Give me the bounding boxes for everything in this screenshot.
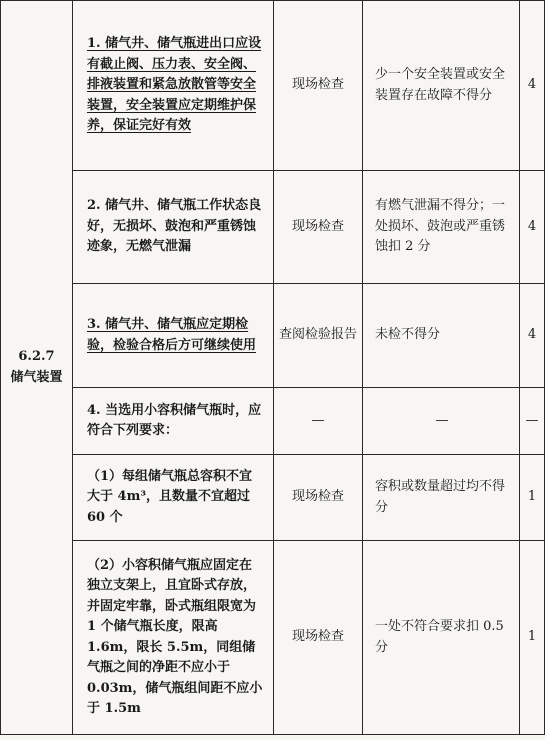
criteria-cell: [363, 388, 520, 455]
method-cell: [274, 455, 363, 541]
table-row: [1, 455, 545, 541]
criteria-cell: [363, 1, 520, 171]
score-value: 4: [527, 218, 537, 234]
section-number: 6.2.7: [18, 349, 55, 364]
scoring-criteria: 容积或数量超过均不得分: [375, 479, 506, 515]
inspection-method: 现场检查: [291, 77, 344, 93]
inspection-method: 现场检查: [291, 489, 344, 505]
requirement-text: 2. 储气井、储气瓶工作状态良好，无损坏、鼓泡和严重锈蚀迹象，无燃气泄漏: [87, 198, 262, 255]
criteria-cell: [363, 455, 520, 541]
criteria-cell: [363, 171, 520, 284]
section-name: 储气装置: [10, 369, 63, 385]
method-cell: [274, 541, 363, 735]
inspection-method: 查阅检验报告: [278, 327, 357, 343]
score-cell: [520, 455, 545, 541]
score-value: 4: [527, 77, 537, 93]
requirement-cell: [73, 1, 274, 171]
scoring-criteria: 一处不符合要求扣 0.5 分: [375, 619, 504, 655]
method-cell: [274, 1, 363, 171]
method-cell: [274, 171, 363, 284]
method-cell: [274, 388, 363, 455]
requirement-text: 4. 当选用小容积储气瓶时，应符合下列要求：: [87, 402, 262, 438]
score-value: 1: [527, 489, 537, 505]
requirement-text: 3. 储气井、储气瓶应定期检验，检验合格后方可继续使用: [87, 317, 257, 353]
inspection-method: 现场检查: [291, 629, 344, 645]
method-cell: [274, 284, 363, 388]
requirement-cell: [73, 284, 274, 388]
inspection-method: 现场检查: [291, 218, 344, 234]
table-row: [1, 388, 545, 455]
score-value: —: [525, 412, 539, 428]
criteria-cell: [363, 541, 520, 735]
scoring-criteria: 有燃气泄漏不得分；一处损坏、鼓泡或严重锈蚀扣 2 分: [375, 198, 506, 255]
score-cell: [520, 171, 545, 284]
table-row: [1, 284, 545, 388]
requirement-cell: [73, 171, 274, 284]
score-cell: [520, 1, 545, 171]
score-cell: [520, 541, 545, 735]
score-cell: [520, 284, 545, 388]
table-row: [1, 1, 545, 171]
section-cell: [1, 1, 73, 735]
inspection-method: —: [311, 412, 325, 428]
score-cell: [520, 388, 545, 455]
scoring-criteria: —: [435, 412, 449, 428]
requirement-text: （1）每组储气瓶总容积不宜大于 4m³，且数量不宜超过 60 个: [87, 468, 253, 525]
scoring-criteria: 未检不得分: [375, 327, 441, 343]
score-value: 1: [527, 629, 537, 645]
requirement-cell: [73, 388, 274, 455]
requirement-text: 1. 储气井、储气瓶进出口应设有截止阀、压力表、安全阀、排液装置和紧急放散管等安全装置，安全装置应定期维护保养，保证完好有效: [87, 36, 262, 134]
requirement-cell: [73, 455, 274, 541]
criteria-cell: [363, 284, 520, 388]
score-value: 4: [527, 327, 537, 343]
table-row: [1, 171, 545, 284]
requirement-text: （2）小容积储气瓶应固定在独立支架上，且宜卧式存放，并固定牢靠，卧式瓶组限宽为 1 个储气瓶长度，限高 1.6m，限长 5.5m，同组储气瓶之间的净距不应小于 0.03m，储气瓶组间距不应小于 1.5m: [87, 557, 263, 716]
scoring-criteria: 少一个安全装置或安全装置存在故障不得分: [375, 67, 506, 103]
requirement-cell: [73, 541, 274, 735]
table-row: [1, 541, 545, 735]
